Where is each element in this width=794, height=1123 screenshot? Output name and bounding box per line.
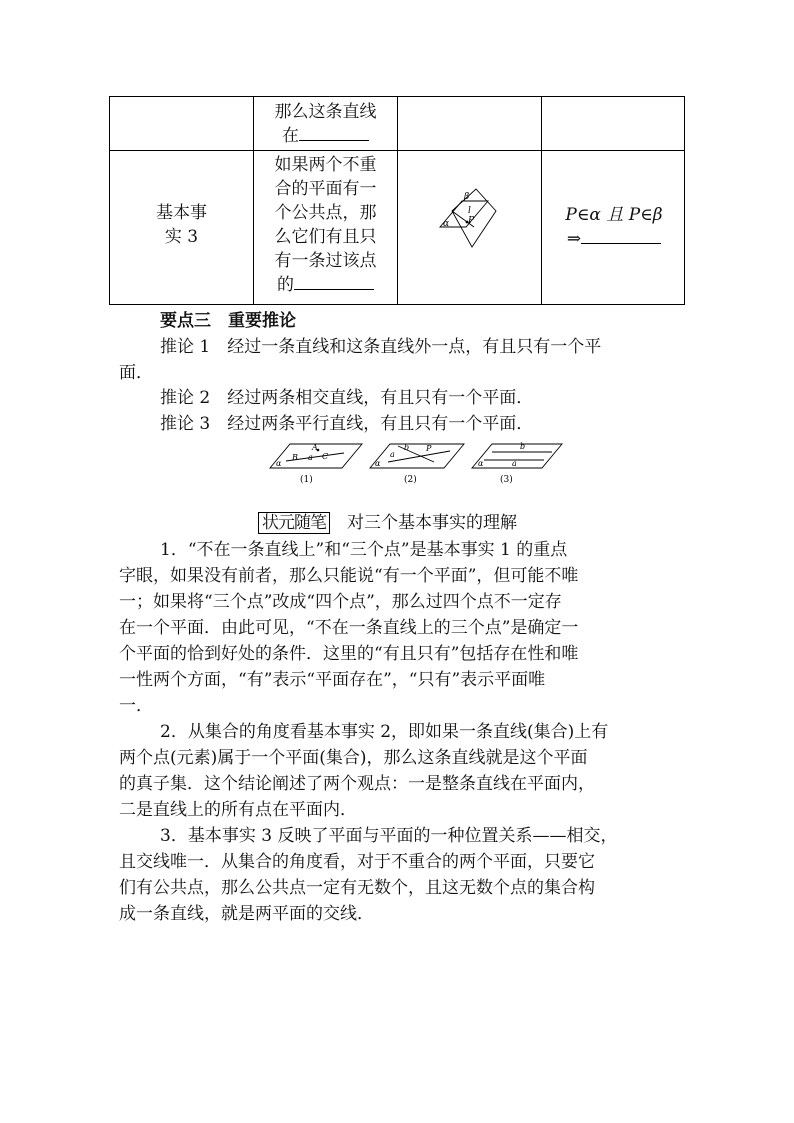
- cell-text-line: [254, 124, 397, 148]
- label-line-a: a: [512, 459, 517, 468]
- paragraph-line: 二是直线上的所有点在平面内．: [119, 800, 357, 820]
- fill-blank: [299, 140, 369, 141]
- paragraph-line: 一；如果将“三个点”改成“四个点”，那么过四个点不一定存: [119, 592, 562, 612]
- paragraph-line: 成一条直线，就是两平面的交线．: [119, 904, 374, 924]
- line-a: [388, 451, 450, 462]
- intersecting-planes-figure: [438, 187, 506, 251]
- label-line-b: b: [520, 442, 526, 451]
- label-beta: β: [464, 192, 470, 202]
- label-l: l: [468, 206, 471, 216]
- figure-2: [370, 443, 464, 485]
- table-cell-statement: [254, 153, 397, 297]
- table-divider: [110, 150, 684, 151]
- label-alpha: α: [375, 459, 381, 468]
- cell-text-line: 那么这条直线: [274, 102, 377, 122]
- label-point-b: B: [292, 453, 298, 462]
- cell-text-line: 实 3: [164, 227, 199, 247]
- corollary-figures: [266, 440, 566, 486]
- fill-blank: [294, 289, 374, 290]
- notes-stamp: 状元随笔: [258, 512, 330, 534]
- figure-3: [472, 442, 562, 485]
- table-cell-symbol: [542, 203, 686, 251]
- fact-table: [109, 96, 685, 305]
- paragraph-line: 一性两个方面，“有”表示“平面存在”，“只有”表示平面唯: [119, 670, 546, 690]
- figure-1: [270, 443, 362, 485]
- table-cell-statement: [254, 100, 397, 148]
- corollary-2: [160, 385, 533, 411]
- symbol-condition: P∈α 且 P∈β: [565, 205, 663, 225]
- cell-text-line: 么它们有且只: [274, 227, 377, 247]
- figure-caption: (3): [500, 475, 513, 485]
- label-line-b: b: [404, 443, 410, 452]
- notes-title: 对三个基本事实的理解: [347, 513, 517, 533]
- paragraph-line: 在一个平面．由此可见，“不在一条直线上的三个点”是确定一: [119, 618, 579, 638]
- paragraph-line: 两个点(元素)属于一个平面(集合)，那么这条直线就是这个平面: [119, 748, 588, 768]
- corollary-label: 推论 1: [160, 337, 211, 357]
- plane: [472, 444, 562, 468]
- figure-caption: (1): [300, 475, 313, 485]
- label-alpha: α: [443, 219, 450, 229]
- cell-text-line: 基本事: [156, 203, 207, 223]
- corollary-text: 经过一条直线和这条直线外一点，有且只有一个平: [227, 337, 602, 357]
- table-cell-fact-name: [110, 201, 253, 249]
- plane: [370, 444, 464, 468]
- paragraph-line: 个平面的恰到好处的条件．这里的“有且只有”包括存在性和唯: [119, 644, 579, 664]
- label-point-p: P: [426, 444, 432, 453]
- paragraph-line: 1．“不在一条直线上”和“三个点”是基本事实 1 的重点: [160, 540, 568, 560]
- label-p: P: [468, 216, 475, 226]
- cell-text: 在: [282, 126, 299, 146]
- cell-text-line: 合的平面有一: [274, 179, 377, 199]
- label-line-a: a: [390, 450, 395, 459]
- section-heading: 要点三 重要推论: [160, 311, 296, 331]
- corollary-label: 推论 3: [160, 414, 211, 434]
- paragraph-line: 的真子集．这个结论阐述了两个观点：一是整条直线在平面内，: [119, 774, 595, 794]
- symbol-conclusion: [542, 227, 686, 251]
- corollary-text: 经过两条相交直线，有且只有一个平面．: [227, 388, 534, 408]
- corollary-3: [160, 411, 533, 437]
- paragraph-line: 们有公共点，那么公共点一定有无数个，且这无数个点的集合构: [119, 878, 595, 898]
- cell-text-line: 如果两个不重: [274, 155, 377, 175]
- label-alpha: α: [478, 459, 484, 468]
- notes-heading: [258, 510, 517, 536]
- cell-text: 的: [277, 275, 294, 295]
- corollary-label: 推论 2: [160, 388, 211, 408]
- table-divider: [397, 97, 398, 304]
- figure-caption: (2): [404, 475, 417, 485]
- cell-text-line: 个公共点，那: [274, 203, 377, 223]
- label-point-a: A: [312, 443, 318, 452]
- paragraph-line: 一．: [119, 696, 153, 716]
- corollary-1: [160, 334, 601, 360]
- label-alpha: α: [276, 459, 282, 468]
- paragraph-line: 且交线唯一．从集合的角度看，对于不重合的两个平面，只要它: [119, 852, 595, 872]
- implies-symbol: ⇒: [566, 229, 582, 249]
- cell-text-line: [254, 273, 397, 297]
- label-point-c: C: [322, 452, 329, 461]
- corollary-text: 经过两条平行直线，有且只有一个平面．: [227, 414, 534, 434]
- paragraph-line: 字眼，如果没有前者，那么只能说“有一个平面”，但可能不唯: [119, 566, 579, 586]
- table-divider: [541, 97, 542, 304]
- label-line-a: a: [308, 453, 313, 462]
- paragraph-line: 2．从集合的角度看基本事实 2，即如果一条直线(集合)上有: [160, 722, 609, 742]
- paragraph-line: 3．基本事实 3 反映了平面与平面的一种位置关系——相交，: [160, 826, 618, 846]
- fill-blank: [581, 243, 661, 244]
- corollary-1-continuation: 面．: [119, 363, 153, 383]
- cell-text-line: 有一条过该点: [274, 251, 377, 271]
